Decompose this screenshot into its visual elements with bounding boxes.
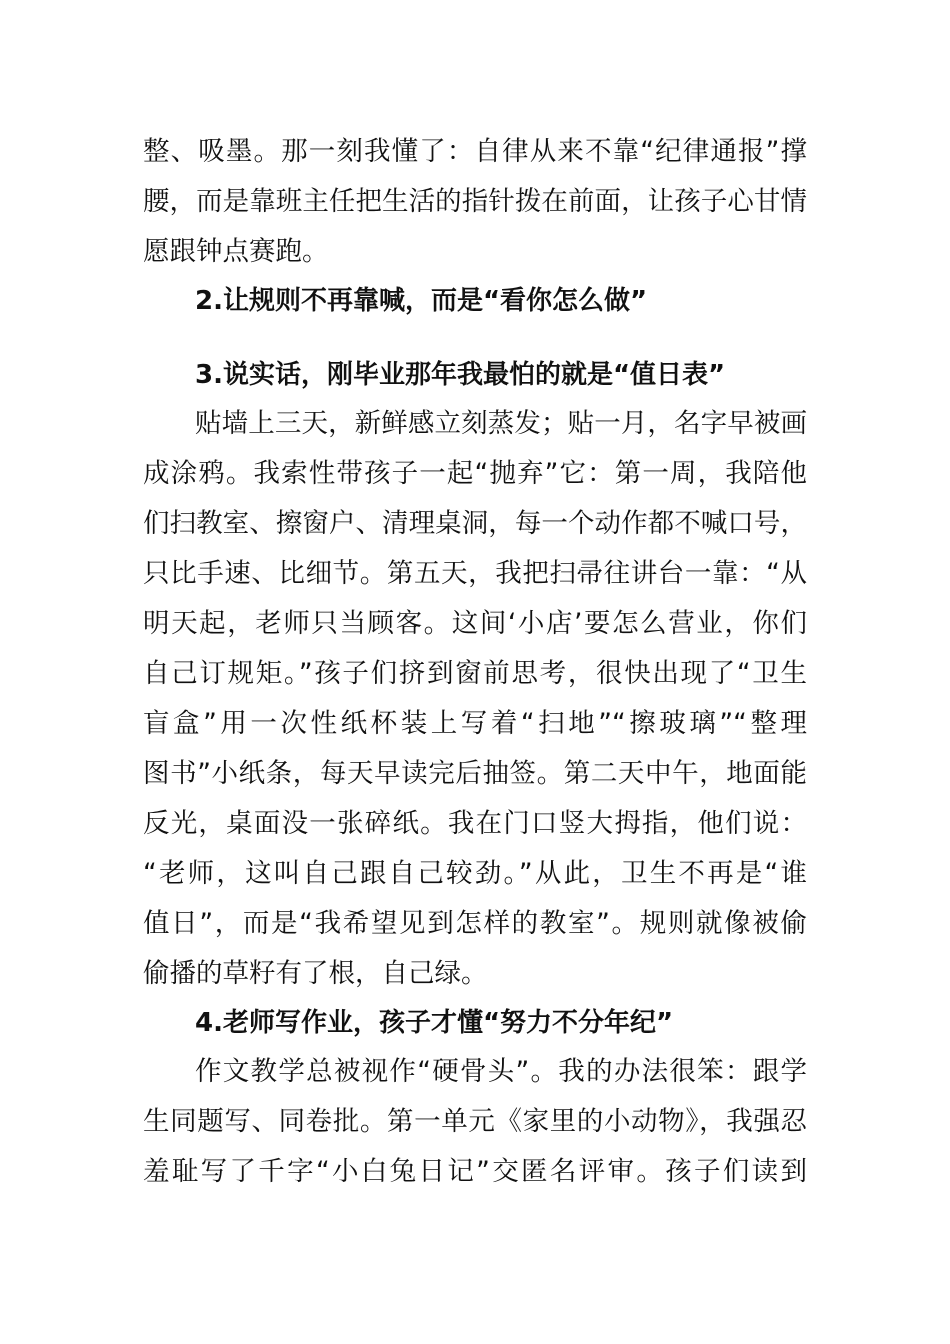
paragraph-line: 明天起，老师只当顾客。这间‘小店’要怎么营业，你们: [143, 608, 807, 639]
paragraph-line: 作文教学总被视作“硬骨头”。我的办法很笨：跟学: [195, 1056, 807, 1087]
paragraph-line: 成涂鸦。我索性带孩子一起“抛弃”它：第一周，我陪他: [143, 458, 807, 489]
paragraph-line: 只比手速、比细节。第五天，我把扫帚往讲台一靠：“从: [143, 558, 807, 589]
paragraph-line: 值日”，而是“我希望见到怎样的教室”。规则就像被偷: [143, 908, 807, 939]
paragraph-line: 整、吸墨。那一刻我懂了：自律从来不靠“纪律通报”撑: [143, 136, 807, 167]
paragraph-line: 腰，而是靠班主任把生活的指针拨在前面，让孩子心甘情: [143, 186, 807, 217]
paragraph-line: 愿跟钟点赛跑。: [143, 236, 329, 267]
paragraph-line: 图书”小纸条，每天早读完后抽签。第二天中午，地面能: [143, 758, 807, 789]
paragraph-line: 们扫教室、擦窗户、清理桌洞，每一个动作都不喊口号，: [143, 508, 807, 539]
section-heading-4: 4.老师写作业，孩子才懂“努力不分年纪”: [195, 1008, 674, 1038]
paragraph-line: 贴墙上三天，新鲜感立刻蒸发；贴一月，名字早被画: [195, 408, 807, 439]
paragraph-line: 羞耻写了千字“小白兔日记”交匿名评审。孩子们读到: [143, 1156, 807, 1187]
paragraph-line: “老师，这叫自己跟自己较劲。”从此，卫生不再是“谁: [143, 858, 807, 889]
paragraph-line: 生同题写、同卷批。第一单元《家里的小动物》，我强忍: [143, 1106, 807, 1137]
paragraph-line: 自己订规矩。”孩子们挤到窗前思考，很快出现了“卫生: [143, 658, 807, 689]
paragraph-line: 偷播的草籽有了根，自己绿。: [143, 958, 488, 989]
paragraph-line: 反光，桌面没一张碎纸。我在门口竖大拇指，他们说：: [143, 808, 807, 839]
section-heading-3: 3.说实话，刚毕业那年我最怕的就是“值日表”: [195, 360, 726, 390]
section-heading-2: 2.让规则不再靠喊，而是“看你怎么做”: [195, 286, 648, 316]
paragraph-line: 盲盒”用一次性纸杯装上写着“扫地”“擦玻璃”“整理: [143, 708, 807, 739]
